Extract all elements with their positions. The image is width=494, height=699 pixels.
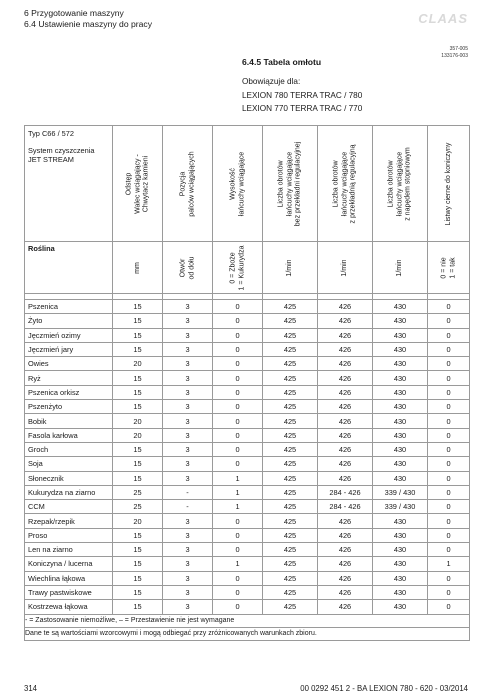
crop-name-cell: Żyto bbox=[25, 314, 113, 328]
value-cell: 426 bbox=[318, 314, 373, 328]
value-cell: 20 bbox=[113, 428, 163, 442]
value-cell: 15 bbox=[113, 543, 163, 557]
column-header-line: Wysokość bbox=[229, 167, 236, 200]
unit-cell bbox=[213, 242, 263, 294]
value-cell: 0 bbox=[213, 514, 263, 528]
column-header-line: Pozycja bbox=[179, 171, 186, 196]
value-cell: 15 bbox=[113, 371, 163, 385]
value-cell: - bbox=[163, 500, 213, 514]
page-footer bbox=[24, 684, 468, 693]
value-cell: 15 bbox=[113, 571, 163, 585]
value-cell: 3 bbox=[163, 314, 213, 328]
value-cell: 425 bbox=[263, 428, 318, 442]
value-cell: 426 bbox=[318, 471, 373, 485]
page-header bbox=[24, 8, 152, 30]
value-cell: 3 bbox=[163, 328, 213, 342]
value-cell: 426 bbox=[318, 428, 373, 442]
value-cell: 0 bbox=[428, 528, 470, 542]
chapter-title: 6 Przygotowanie maszyny bbox=[24, 8, 124, 18]
value-cell: 0 bbox=[428, 571, 470, 585]
value-cell: 426 bbox=[318, 357, 373, 371]
column-header-line: łańcuchy wciągające bbox=[395, 151, 403, 216]
value-cell: 426 bbox=[318, 514, 373, 528]
column-header bbox=[213, 126, 263, 242]
value-cell: 0 bbox=[213, 414, 263, 428]
value-cell: 425 bbox=[263, 314, 318, 328]
unit-line: 1/min bbox=[340, 258, 348, 277]
value-cell: 426 bbox=[318, 571, 373, 585]
crop-name-cell: Fasola karłowa bbox=[25, 428, 113, 442]
value-cell: 1 bbox=[428, 557, 470, 571]
value-cell: 1 bbox=[213, 485, 263, 499]
crop-name-cell: Ryż bbox=[25, 371, 113, 385]
value-cell: 3 bbox=[163, 514, 213, 528]
value-cell: 430 bbox=[373, 571, 428, 585]
crop-name-cell: Jęczmień jary bbox=[25, 342, 113, 356]
crop-name-cell: Proso bbox=[25, 528, 113, 542]
table-row bbox=[25, 557, 470, 571]
crop-name-cell: Bobik bbox=[25, 414, 113, 428]
value-cell: 425 bbox=[263, 357, 318, 371]
column-header-line: łańcuchy wciągające bbox=[237, 151, 245, 216]
crop-name-cell: Groch bbox=[25, 442, 113, 456]
table-row bbox=[25, 543, 470, 557]
value-cell: 426 bbox=[318, 585, 373, 599]
table-row bbox=[25, 400, 470, 414]
value-cell: 430 bbox=[373, 414, 428, 428]
table-legend: - = Zastosowanie niemożliwe, – = Przestawienie nie jest wymagane bbox=[25, 614, 470, 627]
table-row bbox=[25, 471, 470, 485]
table-row bbox=[25, 585, 470, 599]
section-title-header: 6.4 Ustawienie maszyny do pracy bbox=[24, 19, 153, 29]
value-cell: 430 bbox=[373, 600, 428, 614]
unit-cell bbox=[263, 242, 318, 294]
value-cell: 3 bbox=[163, 543, 213, 557]
crop-name-cell: Pszenica orkisz bbox=[25, 385, 113, 399]
table-row bbox=[25, 328, 470, 342]
value-cell: 425 bbox=[263, 500, 318, 514]
value-cell: 0 bbox=[428, 371, 470, 385]
value-cell: 0 bbox=[213, 428, 263, 442]
crop-name-cell: Koniczyna / lucerna bbox=[25, 557, 113, 571]
value-cell: - bbox=[163, 485, 213, 499]
column-header bbox=[428, 126, 470, 242]
value-cell: 0 bbox=[213, 442, 263, 456]
value-cell: 430 bbox=[373, 442, 428, 456]
unit-line: 1/min bbox=[395, 258, 403, 277]
crop-name-cell: Wiechlina łąkowa bbox=[25, 571, 113, 585]
table-row bbox=[25, 385, 470, 399]
value-cell: 0 bbox=[213, 371, 263, 385]
value-cell: 0 bbox=[428, 385, 470, 399]
table-row bbox=[25, 514, 470, 528]
value-cell: 430 bbox=[373, 385, 428, 399]
cleaning-system-label: System czyszczenia bbox=[28, 146, 95, 155]
value-cell: 426 bbox=[318, 385, 373, 399]
value-cell: 339 / 430 bbox=[373, 500, 428, 514]
value-cell: 15 bbox=[113, 314, 163, 328]
unit-line: 0 = nie bbox=[440, 256, 447, 279]
table-row bbox=[25, 300, 470, 314]
value-cell: 15 bbox=[113, 528, 163, 542]
column-header-line: łańcuchy wciągające bbox=[340, 151, 348, 216]
unit-line: 1/min bbox=[285, 258, 293, 277]
column-header-line: Listwy cierne do koniczyny bbox=[444, 142, 452, 225]
table-row bbox=[25, 457, 470, 471]
value-cell: 425 bbox=[263, 557, 318, 571]
unit-cell bbox=[113, 242, 163, 294]
value-cell: 426 bbox=[318, 400, 373, 414]
column-header-line: Chwytacz kamieni bbox=[141, 155, 149, 212]
column-header-line: Liczba obrotów bbox=[332, 159, 340, 208]
value-cell: 15 bbox=[113, 585, 163, 599]
value-cell: 430 bbox=[373, 457, 428, 471]
value-cell: 430 bbox=[373, 357, 428, 371]
value-cell: 15 bbox=[113, 442, 163, 456]
crop-name-cell: Pszenica bbox=[25, 300, 113, 314]
value-cell: 0 bbox=[428, 514, 470, 528]
value-cell: 3 bbox=[163, 471, 213, 485]
column-header-line: palców wciągających bbox=[187, 150, 195, 217]
value-cell: 3 bbox=[163, 371, 213, 385]
value-cell: 430 bbox=[373, 300, 428, 314]
value-cell: 425 bbox=[263, 585, 318, 599]
value-cell: 425 bbox=[263, 471, 318, 485]
column-header-line: łańcuchy wciągające bbox=[285, 151, 293, 216]
table-row bbox=[25, 571, 470, 585]
table-row bbox=[25, 428, 470, 442]
value-cell: 0 bbox=[428, 585, 470, 599]
value-cell: 426 bbox=[318, 528, 373, 542]
value-cell: 430 bbox=[373, 342, 428, 356]
value-cell: 339 / 430 bbox=[373, 485, 428, 499]
value-cell: 425 bbox=[263, 600, 318, 614]
value-cell: 0 bbox=[213, 585, 263, 599]
column-header-line: z przekładnią regulacyjną bbox=[349, 144, 357, 223]
column-header-line: Odstęp bbox=[124, 172, 132, 195]
value-cell: 284 - 426 bbox=[318, 485, 373, 499]
table-row bbox=[25, 342, 470, 356]
value-cell: 430 bbox=[373, 471, 428, 485]
value-cell: 25 bbox=[113, 485, 163, 499]
table-row bbox=[25, 500, 470, 514]
unit-line: Otwór bbox=[179, 258, 186, 277]
value-cell: 425 bbox=[263, 457, 318, 471]
value-cell: 25 bbox=[113, 500, 163, 514]
crop-name-cell: Trawy pastwiskowe bbox=[25, 585, 113, 599]
value-cell: 430 bbox=[373, 400, 428, 414]
value-cell: 0 bbox=[428, 442, 470, 456]
value-cell: 0 bbox=[428, 414, 470, 428]
value-cell: 3 bbox=[163, 457, 213, 471]
value-cell: 0 bbox=[213, 314, 263, 328]
value-cell: 284 - 426 bbox=[318, 500, 373, 514]
value-cell: 426 bbox=[318, 414, 373, 428]
value-cell: 426 bbox=[318, 328, 373, 342]
value-cell: 15 bbox=[113, 400, 163, 414]
value-cell: 15 bbox=[113, 471, 163, 485]
crop-name-cell: Jęczmień ozimy bbox=[25, 328, 113, 342]
column-header-line: z napędem stopniowym bbox=[404, 146, 412, 221]
value-cell: 0 bbox=[428, 485, 470, 499]
value-cell: 430 bbox=[373, 328, 428, 342]
value-cell: 0 bbox=[428, 400, 470, 414]
crop-name-cell: Kostrzewa łąkowa bbox=[25, 600, 113, 614]
value-cell: 15 bbox=[113, 600, 163, 614]
table-row bbox=[25, 357, 470, 371]
column-header-line: Liczba obrotów bbox=[277, 159, 285, 208]
value-cell: 3 bbox=[163, 385, 213, 399]
value-cell: 3 bbox=[163, 585, 213, 599]
value-cell: 1 bbox=[213, 500, 263, 514]
machine-type-label: Typ C66 / 572 bbox=[28, 129, 75, 138]
column-header bbox=[163, 126, 213, 242]
cleaning-system-name: JET STREAM bbox=[28, 155, 74, 164]
value-cell: 426 bbox=[318, 457, 373, 471]
value-cell: 1 bbox=[213, 557, 263, 571]
value-cell: 425 bbox=[263, 400, 318, 414]
column-header-line: Walec wciągający - bbox=[133, 153, 141, 214]
value-cell: 430 bbox=[373, 514, 428, 528]
page-number: 314 bbox=[24, 684, 38, 693]
value-cell: 425 bbox=[263, 385, 318, 399]
value-cell: 0 bbox=[213, 357, 263, 371]
value-cell: 425 bbox=[263, 414, 318, 428]
value-cell: 0 bbox=[213, 300, 263, 314]
value-cell: 3 bbox=[163, 442, 213, 456]
section-heading: 6.4.5 Tabela omłotu bbox=[242, 57, 322, 67]
table-note: Dane te są wartościami wzorcowymi i mogą odbiegać przy zróżnicowanych warunkach zbioru. bbox=[25, 627, 470, 640]
value-cell: 426 bbox=[318, 543, 373, 557]
column-header bbox=[318, 126, 373, 242]
value-cell: 425 bbox=[263, 543, 318, 557]
value-cell: 0 bbox=[428, 600, 470, 614]
value-cell: 0 bbox=[428, 342, 470, 356]
document-codes bbox=[441, 46, 468, 60]
crop-name-cell: Owies bbox=[25, 357, 113, 371]
value-cell: 0 bbox=[428, 457, 470, 471]
unit-line: mm bbox=[133, 261, 141, 274]
value-cell: 3 bbox=[163, 400, 213, 414]
value-cell: 0 bbox=[428, 500, 470, 514]
value-cell: 3 bbox=[163, 428, 213, 442]
value-cell: 0 bbox=[213, 600, 263, 614]
value-cell: 425 bbox=[263, 371, 318, 385]
value-cell: 430 bbox=[373, 585, 428, 599]
value-cell: 430 bbox=[373, 557, 428, 571]
threshing-table bbox=[24, 125, 470, 641]
value-cell: 0 bbox=[213, 400, 263, 414]
table-row bbox=[25, 371, 470, 385]
unit-line: 1 = Kukurydza bbox=[237, 245, 245, 290]
value-cell: 425 bbox=[263, 528, 318, 542]
value-cell: 20 bbox=[113, 357, 163, 371]
table-row bbox=[25, 414, 470, 428]
crop-name-cell: Soja bbox=[25, 457, 113, 471]
value-cell: 15 bbox=[113, 300, 163, 314]
crop-name-cell: Słonecznik bbox=[25, 471, 113, 485]
value-cell: 1 bbox=[213, 471, 263, 485]
model-item: LEXION 770 TERRA TRAC / 770 bbox=[242, 104, 363, 113]
doc-code: 357-005 bbox=[449, 46, 468, 52]
value-cell: 430 bbox=[373, 371, 428, 385]
value-cell: 15 bbox=[113, 328, 163, 342]
crop-name-cell: CCM bbox=[25, 500, 113, 514]
value-cell: 0 bbox=[428, 328, 470, 342]
value-cell: 3 bbox=[163, 557, 213, 571]
value-cell: 425 bbox=[263, 328, 318, 342]
value-cell: 3 bbox=[163, 300, 213, 314]
value-cell: 425 bbox=[263, 571, 318, 585]
value-cell: 0 bbox=[213, 528, 263, 542]
value-cell: 3 bbox=[163, 600, 213, 614]
value-cell: 425 bbox=[263, 514, 318, 528]
value-cell: 425 bbox=[263, 342, 318, 356]
value-cell: 20 bbox=[113, 414, 163, 428]
column-header-line: Liczba obrotów bbox=[387, 159, 395, 208]
model-item: LEXION 780 TERRA TRAC / 780 bbox=[242, 90, 363, 100]
table-row bbox=[25, 442, 470, 456]
value-cell: 20 bbox=[113, 514, 163, 528]
table-row bbox=[25, 528, 470, 542]
value-cell: 426 bbox=[318, 557, 373, 571]
value-cell: 3 bbox=[163, 571, 213, 585]
column-header bbox=[263, 126, 318, 242]
value-cell: 425 bbox=[263, 485, 318, 499]
value-cell: 0 bbox=[428, 428, 470, 442]
column-header bbox=[113, 126, 163, 242]
value-cell: 3 bbox=[163, 357, 213, 371]
value-cell: 0 bbox=[428, 357, 470, 371]
value-cell: 430 bbox=[373, 528, 428, 542]
crop-name-cell: Pszenżyto bbox=[25, 400, 113, 414]
value-cell: 425 bbox=[263, 300, 318, 314]
unit-cell bbox=[428, 242, 470, 294]
value-cell: 0 bbox=[213, 328, 263, 342]
unit-cell bbox=[373, 242, 428, 294]
unit-cell bbox=[163, 242, 213, 294]
crop-name-cell: Len na ziarno bbox=[25, 543, 113, 557]
value-cell: 3 bbox=[163, 342, 213, 356]
value-cell: 426 bbox=[318, 442, 373, 456]
value-cell: 426 bbox=[318, 342, 373, 356]
table-row bbox=[25, 314, 470, 328]
column-header bbox=[373, 126, 428, 242]
unit-line: od dołu bbox=[187, 256, 195, 279]
value-cell: 0 bbox=[213, 385, 263, 399]
crop-name-cell: Kukurydza na ziarno bbox=[25, 485, 113, 499]
claas-logo: CLAAS bbox=[418, 11, 468, 26]
value-cell: 3 bbox=[163, 414, 213, 428]
value-cell: 430 bbox=[373, 314, 428, 328]
value-cell: 425 bbox=[263, 442, 318, 456]
applies-block bbox=[242, 75, 362, 116]
doc-code: 133176-003 bbox=[441, 53, 468, 59]
value-cell: 426 bbox=[318, 371, 373, 385]
table-corner-cell bbox=[25, 126, 113, 242]
plant-label: Roślina bbox=[25, 242, 113, 294]
value-cell: 0 bbox=[213, 571, 263, 585]
crop-name-cell: Rzepak/rzepik bbox=[25, 514, 113, 528]
value-cell: 0 bbox=[428, 543, 470, 557]
value-cell: 0 bbox=[428, 471, 470, 485]
column-header-line: bez przekładni regulacyjnej bbox=[294, 141, 302, 226]
unit-line: 0 = Zboże bbox=[229, 251, 236, 284]
value-cell: 3 bbox=[163, 528, 213, 542]
document-reference: 00 0292 451 2 - BA LEXION 780 - 620 - 03/2014 bbox=[300, 684, 468, 693]
value-cell: 0 bbox=[428, 300, 470, 314]
unit-cell bbox=[318, 242, 373, 294]
value-cell: 15 bbox=[113, 557, 163, 571]
value-cell: 0 bbox=[213, 342, 263, 356]
value-cell: 426 bbox=[318, 300, 373, 314]
value-cell: 0 bbox=[213, 457, 263, 471]
value-cell: 0 bbox=[213, 543, 263, 557]
value-cell: 0 bbox=[428, 314, 470, 328]
value-cell: 430 bbox=[373, 428, 428, 442]
applies-label: Obowiązuje dla: bbox=[242, 77, 301, 86]
value-cell: 15 bbox=[113, 457, 163, 471]
table-row bbox=[25, 600, 470, 614]
value-cell: 15 bbox=[113, 342, 163, 356]
unit-line: 1 = tak bbox=[448, 256, 456, 279]
value-cell: 426 bbox=[318, 600, 373, 614]
value-cell: 430 bbox=[373, 543, 428, 557]
table-body bbox=[25, 300, 470, 615]
table-row bbox=[25, 485, 470, 499]
value-cell: 15 bbox=[113, 385, 163, 399]
